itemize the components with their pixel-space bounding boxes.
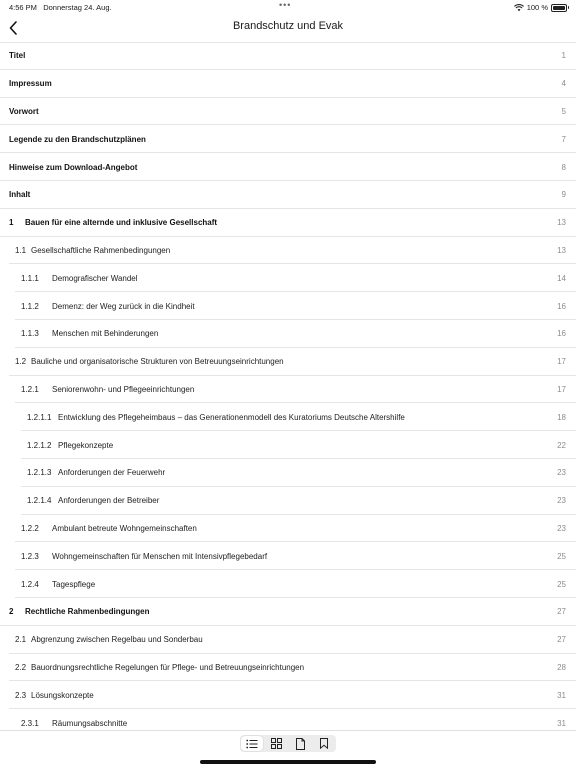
toc-entry-page-number: 28 bbox=[557, 662, 566, 672]
page-view-button[interactable] bbox=[288, 735, 312, 752]
toc-entry[interactable] bbox=[0, 292, 576, 320]
toc-entry-page-number: 16 bbox=[557, 329, 566, 339]
toc-entry[interactable] bbox=[0, 403, 576, 431]
toc-entry[interactable] bbox=[0, 237, 576, 265]
toc-entry[interactable] bbox=[0, 348, 576, 376]
toc-entry[interactable] bbox=[0, 654, 576, 682]
status-right bbox=[514, 3, 567, 12]
toc-entry-title: Bauen für eine alternde und inklusive Gesellschaft bbox=[25, 218, 218, 228]
toc-entry[interactable] bbox=[0, 431, 576, 459]
toc-entry-number: 1.2.4 bbox=[21, 579, 39, 589]
toc-entry-title: Demografischer Wandel bbox=[52, 273, 138, 283]
toc-entry-number: 1.2 bbox=[15, 357, 27, 367]
grid-icon bbox=[271, 738, 282, 749]
toc-entry-page-number: 25 bbox=[557, 551, 566, 561]
toc-entry-title: Lösungskonzepte bbox=[31, 690, 94, 700]
toc-entry-title: Hinweise zum Download-Angebot bbox=[9, 162, 138, 172]
toc-entry-title: Legende zu den Brandschutzplänen bbox=[9, 134, 146, 144]
toc-entry-number: 1.1.1 bbox=[21, 273, 39, 283]
toc-entry-title: Wohngemeinschaften für Menschen mit Intensivpflegebedarf bbox=[52, 551, 268, 561]
toc-entry[interactable] bbox=[0, 320, 576, 348]
view-mode-segmented-control bbox=[240, 735, 336, 752]
multitask-dots[interactable]: ••• bbox=[279, 0, 292, 10]
toc-entry-number: 1.2.1 bbox=[21, 384, 39, 394]
wifi-icon bbox=[514, 4, 524, 12]
toc-entry-page-number: 1 bbox=[561, 51, 566, 61]
toc-entry-page-number: 16 bbox=[557, 301, 566, 311]
toc-entry-page-number: 25 bbox=[557, 579, 566, 589]
bookmarks-button[interactable] bbox=[312, 735, 336, 752]
bottom-toolbar bbox=[0, 730, 576, 769]
toc-entry[interactable] bbox=[0, 626, 576, 654]
toc-entry-title: Rechtliche Rahmenbedingungen bbox=[25, 607, 150, 617]
battery-icon bbox=[551, 4, 567, 12]
toc-entry-number: 1.2.1.1 bbox=[27, 412, 52, 422]
toc-entry-page-number: 31 bbox=[557, 690, 566, 700]
toc-entry-number: 1.1.2 bbox=[21, 301, 39, 311]
toc-entry[interactable] bbox=[0, 181, 576, 209]
toc-entry-page-number: 22 bbox=[557, 440, 566, 450]
toc-entry-page-number: 18 bbox=[557, 412, 566, 422]
toc-entry[interactable] bbox=[0, 598, 576, 626]
toc-entry[interactable] bbox=[0, 542, 576, 570]
toc-entry-title: Inhalt bbox=[9, 190, 31, 200]
toc-entry-page-number: 23 bbox=[557, 468, 566, 478]
toc-entry-number: 2.3 bbox=[15, 690, 27, 700]
bookmark-icon bbox=[320, 738, 328, 749]
status-bar bbox=[0, 0, 576, 14]
toc-entry[interactable] bbox=[0, 209, 576, 237]
page-title: Brandschutz und Evak bbox=[232, 20, 344, 32]
toc-entry-number: 1.2.1.4 bbox=[27, 496, 52, 506]
toc-entry-title: Bauliche und organisatorische Strukturen von Betreuungseinrichtungen bbox=[31, 357, 284, 367]
toc-entry-number: 1 bbox=[9, 218, 14, 228]
toc-entry-number: 1.2.1.2 bbox=[27, 440, 52, 450]
toc-entry-title: Ambulant betreute Wohngemeinschaften bbox=[52, 523, 197, 533]
page-icon bbox=[296, 738, 305, 750]
toc-entry-number: 2 bbox=[9, 607, 14, 617]
toc-entry-page-number: 9 bbox=[561, 190, 566, 200]
toc-entry-title: Gesellschaftliche Rahmenbedingungen bbox=[31, 245, 171, 255]
toc-entry-title: Räumungsabschnitte bbox=[52, 718, 128, 728]
toc-entry[interactable] bbox=[0, 98, 576, 126]
list-icon bbox=[246, 739, 258, 749]
toc-entry[interactable] bbox=[0, 515, 576, 543]
toc-entry-title: Pflegekonzepte bbox=[58, 440, 114, 450]
toc-entry-number: 2.3.1 bbox=[21, 718, 39, 728]
toc-entry-page-number: 31 bbox=[557, 718, 566, 728]
toc-entry-page-number: 23 bbox=[557, 523, 566, 533]
list-view-button[interactable] bbox=[241, 736, 263, 751]
toc-entry-title: Entwicklung des Pflegeheimbaus – das Generationenmodell des Kuratoriums Deutsche Altershilfe bbox=[58, 412, 405, 422]
toc-entry-number: 1.1 bbox=[15, 245, 27, 255]
toc-entry-page-number: 27 bbox=[557, 607, 566, 617]
toc-entry-title: Vorwort bbox=[9, 106, 39, 116]
toc-entry-number: 1.2.1.3 bbox=[27, 468, 52, 478]
toc-entry-number: 1.2.2 bbox=[21, 523, 39, 533]
toc-entry-title: Seniorenwohn- und Pflegeeinrichtungen bbox=[52, 384, 195, 394]
toc-entry-page-number: 4 bbox=[561, 79, 566, 89]
toc-entry-title: Anforderungen der Betreiber bbox=[58, 496, 160, 506]
toc-entry-number: 1.2.3 bbox=[21, 551, 39, 561]
toc-entry[interactable] bbox=[0, 681, 576, 709]
toc-entry-title: Tagespflege bbox=[52, 579, 96, 589]
toc-entry-number: 2.2 bbox=[15, 662, 27, 672]
toc-entry[interactable] bbox=[0, 487, 576, 515]
toc-entry-number: 1.1.3 bbox=[21, 329, 39, 339]
toc-entry-number: 2.1 bbox=[15, 635, 27, 645]
toc-entry-title: Titel bbox=[9, 51, 26, 61]
toc-entry-title: Anforderungen der Feuerwehr bbox=[58, 468, 166, 478]
toc-entry-page-number: 23 bbox=[557, 496, 566, 506]
status-time: 4:56 PM Donnerstag 24. Aug. bbox=[9, 3, 112, 12]
toc-entry-title: Impressum bbox=[9, 79, 52, 89]
toc-entry-page-number: 8 bbox=[561, 162, 566, 172]
navigation-bar bbox=[0, 14, 576, 43]
battery-percentage: 100 % bbox=[526, 3, 548, 12]
toc-entry[interactable] bbox=[0, 459, 576, 487]
toc-entry[interactable] bbox=[0, 70, 576, 98]
toc-entry[interactable] bbox=[0, 709, 576, 730]
thumbnail-grid-button[interactable] bbox=[264, 735, 288, 752]
toc-entry-title: Bauordnungsrechtliche Regelungen für Pflege- und Betreuungseinrichtungen bbox=[31, 662, 305, 672]
toc-entry-title: Menschen mit Behinderungen bbox=[52, 329, 159, 339]
toc-entry-page-number: 17 bbox=[557, 384, 566, 394]
table-of-contents bbox=[0, 42, 576, 730]
toc-entry[interactable] bbox=[0, 570, 576, 598]
toc-entry-title: Demenz: der Weg zurück in die Kindheit bbox=[52, 301, 195, 311]
toc-entry[interactable] bbox=[0, 264, 576, 292]
toc-entry-title: Abgrenzung zwischen Regelbau und Sonderbau bbox=[31, 635, 203, 645]
toc-entry-page-number: 13 bbox=[557, 245, 566, 255]
toc-entry[interactable] bbox=[0, 376, 576, 404]
home-indicator bbox=[200, 760, 376, 764]
toc-entry[interactable] bbox=[0, 125, 576, 153]
toc-entry-page-number: 17 bbox=[557, 357, 566, 367]
toc-entry-page-number: 7 bbox=[561, 134, 566, 144]
toc-entry-page-number: 27 bbox=[557, 635, 566, 645]
toc-entry-page-number: 5 bbox=[561, 106, 566, 116]
toc-entry[interactable] bbox=[0, 153, 576, 181]
toc-entry-page-number: 13 bbox=[557, 218, 566, 228]
toc-entry[interactable] bbox=[0, 42, 576, 70]
toc-entry-page-number: 14 bbox=[557, 273, 566, 283]
